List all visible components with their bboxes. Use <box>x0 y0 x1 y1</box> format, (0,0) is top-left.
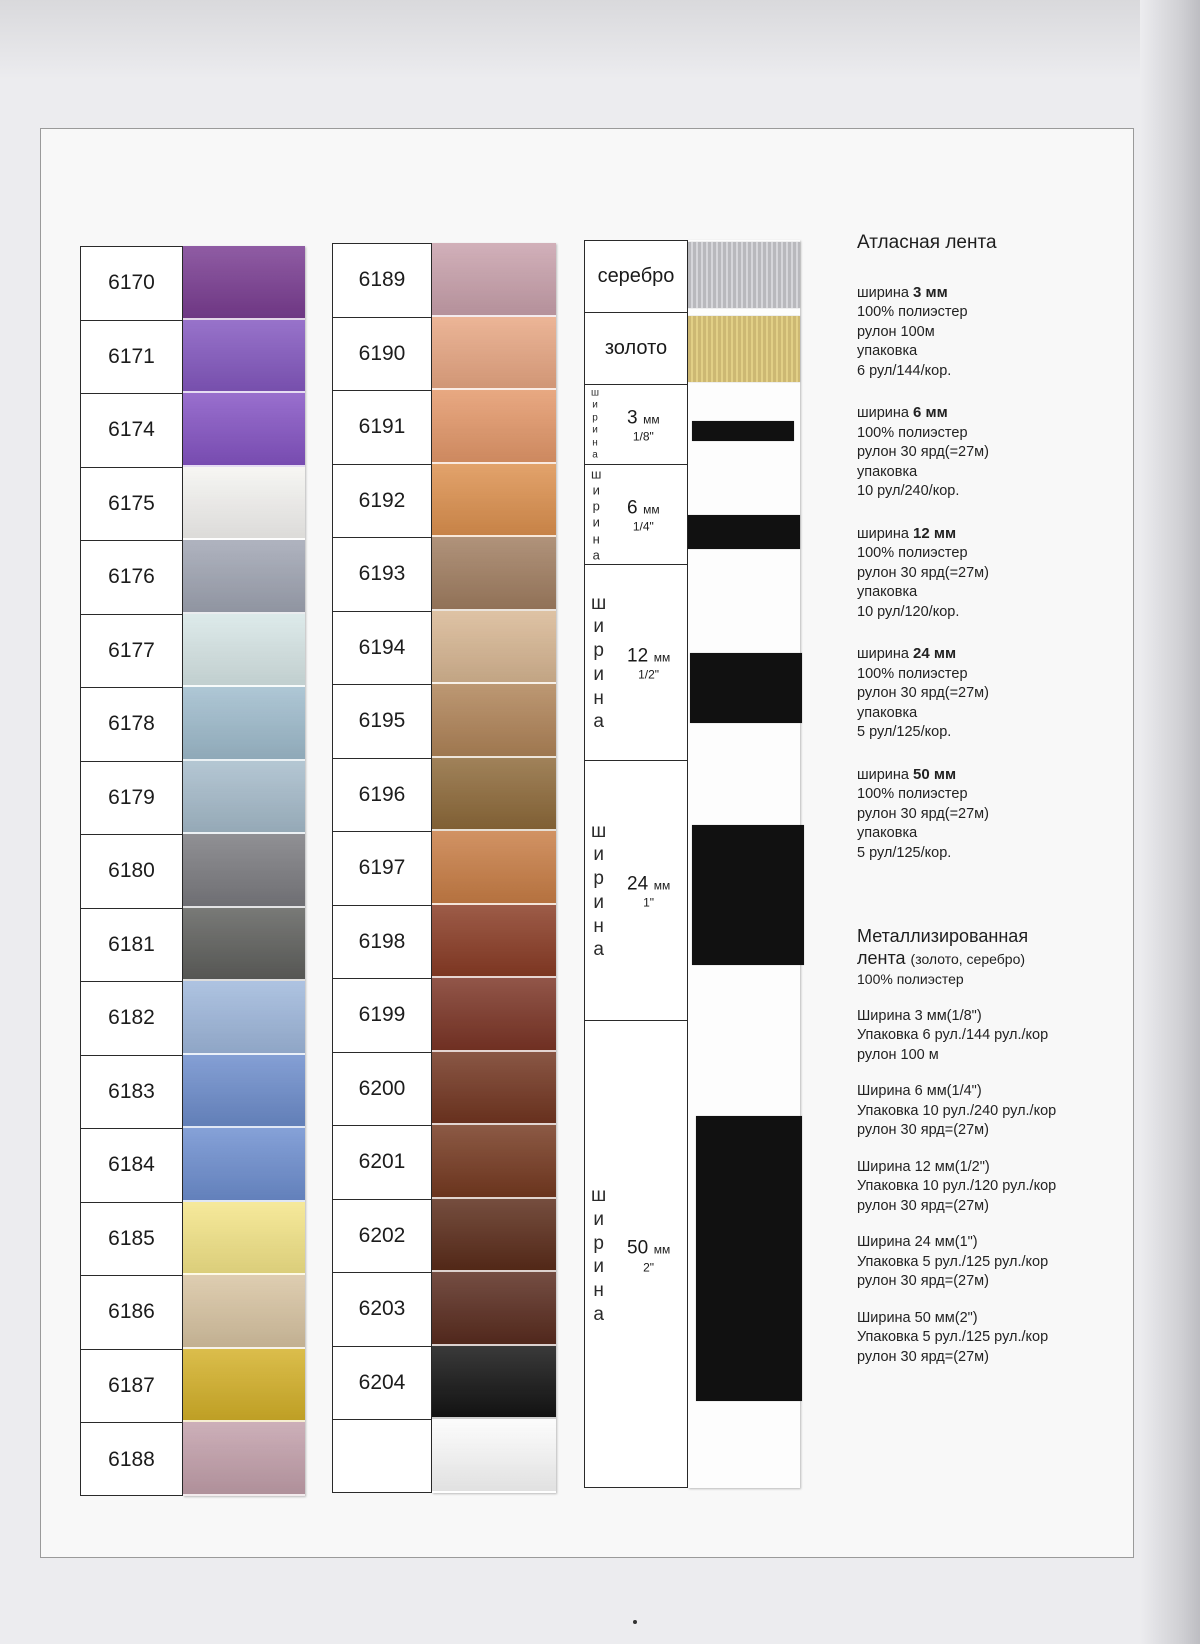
gold-ribbon <box>688 316 800 382</box>
color-swatch <box>183 1422 305 1496</box>
color-swatch <box>183 834 305 908</box>
ribbon-50mm <box>696 1116 802 1401</box>
gold-label <box>585 313 687 385</box>
color-swatch <box>432 905 556 979</box>
color-swatch <box>183 1055 305 1129</box>
color-swatch <box>432 1419 556 1493</box>
color-swatch <box>432 390 556 464</box>
color-code-label: 6203 <box>333 1273 431 1347</box>
color-swatch <box>432 1052 556 1126</box>
color-code-label: 6194 <box>333 612 431 686</box>
scan-dot <box>633 1620 637 1624</box>
color-swatch <box>432 758 556 832</box>
color-code-label: 6182 <box>81 982 182 1056</box>
color-code-label: 6170 <box>81 247 182 321</box>
color-swatch <box>183 687 305 761</box>
color-code-label: 6183 <box>81 1056 182 1130</box>
width-row-3mm <box>585 385 687 465</box>
metal-spec: Ширина 12 мм(1/2") Упаковка 10 рул./120 рул./кор рулон 30 ярд=(27м) <box>857 1158 1057 1214</box>
color-swatch <box>432 537 556 611</box>
metal-subtitle: лента (золото, серебро) <box>857 948 1026 968</box>
color-swatch <box>183 1202 305 1276</box>
info-panel <box>857 233 1157 1367</box>
satin-spec: ширина 12 мм 100% полиэстер рулон 30 ярд(=27м) упаковка 10 рул/120/кор. <box>857 524 989 620</box>
color-swatch <box>432 831 556 905</box>
color-swatch <box>432 611 556 685</box>
color-swatch <box>183 614 305 688</box>
color-swatch <box>432 1346 556 1420</box>
silver-text: серебро <box>597 265 675 287</box>
metal-spec: Ширина 6 мм(1/4") Упаковка 10 рул./240 рул./кор рулон 30 ярд=(27м) <box>857 1083 1057 1138</box>
width-row-12mm <box>585 565 687 761</box>
color-code-label: 6199 <box>333 979 431 1053</box>
color-code-label: 6192 <box>333 465 431 539</box>
color-code-label: 6191 <box>333 391 431 465</box>
satin-specs <box>857 283 1157 864</box>
width-word-vertical: ш и р и н а <box>591 1184 607 1325</box>
color-swatch <box>183 1275 305 1349</box>
satin-spec: ширина 24 мм 100% полиэстер рулон 30 ярд(=27м) упаковка 5 рул/125/кор. <box>857 645 989 740</box>
color-swatch <box>432 1272 556 1346</box>
color-swatch <box>183 393 305 467</box>
color-swatch <box>183 908 305 982</box>
color-code-label <box>333 1420 431 1494</box>
width-size: 6 мм 1/4" <box>627 496 660 534</box>
color-code-label: 6180 <box>81 835 182 909</box>
color-swatch <box>183 540 305 614</box>
metal-note: (золото, серебро) <box>910 951 1026 967</box>
color-code-label: 6202 <box>333 1200 431 1274</box>
width-row-6mm <box>585 465 687 565</box>
ribbon-24mm <box>692 825 804 965</box>
width-word-vertical: ш и р и н а <box>591 387 600 461</box>
color-code-label: 6171 <box>81 321 182 395</box>
ribbon-strip <box>432 243 556 1493</box>
color-code-label: 6176 <box>81 541 182 615</box>
color-swatch <box>432 1199 556 1273</box>
color-swatch <box>183 246 305 320</box>
color-code-label: 6177 <box>81 615 182 689</box>
color-swatch <box>183 467 305 541</box>
color-swatch <box>183 761 305 835</box>
width-size: 3 мм 1/8" <box>627 406 660 444</box>
color-swatch <box>183 1349 305 1423</box>
code-labels <box>80 246 183 1496</box>
metal-spec: Ширина 50 мм(2") Упаковка 5 рул./125 рул./кор рулон 30 ярд=(27м) <box>857 1309 1049 1365</box>
width-word-vertical: ш и р и н а <box>591 820 607 960</box>
color-code-label: 6174 <box>81 394 182 468</box>
color-code-label: 6193 <box>333 538 431 612</box>
metal-specs <box>857 1007 1157 1368</box>
color-code-label: 6184 <box>81 1129 182 1203</box>
color-column-2 <box>332 243 562 1493</box>
width-size: 50 мм 2" <box>627 1237 671 1275</box>
color-code-label: 6188 <box>108 1448 155 1471</box>
color-swatch <box>183 981 305 1055</box>
width-word-vertical: ш и р и н а <box>591 592 607 732</box>
ribbon-strip <box>183 246 305 1496</box>
color-swatch <box>432 978 556 1052</box>
scan-edge-top <box>0 0 1200 80</box>
metal-title: Металлизированная <box>857 926 1029 946</box>
width-word-vertical: ш и р и н а <box>591 465 602 562</box>
width-labels <box>584 240 688 1488</box>
ribbon-6mm <box>688 515 800 549</box>
color-column-1 <box>80 246 310 1496</box>
color-code-label: 6195 <box>333 685 431 759</box>
color-code-label: 6190 <box>333 318 431 392</box>
width-row-50mm <box>585 1021 687 1489</box>
ribbon-strip-widths <box>688 240 800 1488</box>
code-labels <box>332 243 432 1493</box>
color-code-label: 6189 <box>333 244 431 318</box>
color-swatch <box>432 1125 556 1199</box>
color-code-label: 6187 <box>81 1350 182 1424</box>
color-swatch <box>432 317 556 391</box>
satin-spec: ширина 3 мм 100% полиэстер рулон 100м упаковка 6 рул/144/кор. <box>857 283 968 379</box>
width-column <box>584 240 804 1488</box>
metal-spec: Ширина 24 мм(1") Упаковка 5 рул./125 рул./кор рулон 30 ярд=(27м) <box>857 1234 1049 1289</box>
color-code-label: 6204 <box>333 1347 431 1421</box>
color-swatch <box>432 243 556 317</box>
color-swatch <box>183 320 305 394</box>
color-code-label: 6185 <box>81 1203 182 1277</box>
color-code-label: 6201 <box>333 1126 431 1200</box>
color-code-label: 6181 <box>81 909 182 983</box>
satin-spec: ширина 6 мм 100% полиэстер рулон 30 ярд(=27м) упаковка 10 рул/240/кор. <box>857 404 989 499</box>
color-swatch <box>183 1128 305 1202</box>
satin-spec: ширина 50 мм 100% полиэстер рулон 30 ярд(=27м) упаковка 5 рул/125/кор. <box>857 765 989 861</box>
color-code-label: 6178 <box>81 688 182 762</box>
color-code-label: 6179 <box>81 762 182 836</box>
metal-spec: Ширина 3 мм(1/8") Упаковка 6 рул./144 рул./кор рулон 100 м <box>857 1007 1049 1063</box>
color-code-label: 6186 <box>81 1276 182 1350</box>
gold-text: золото <box>604 337 668 359</box>
color-code-label: 6175 <box>81 468 182 542</box>
metal-material: 100% полиэстер <box>857 971 964 987</box>
color-code-label: 6197 <box>333 832 431 906</box>
satin-title: Атласная лента <box>857 232 997 253</box>
ribbon-12mm <box>690 653 802 723</box>
color-swatch <box>432 464 556 538</box>
width-size: 24 мм 1" <box>627 872 671 910</box>
color-code-label: 6196 <box>333 759 431 833</box>
silver-label <box>585 241 687 313</box>
color-code-label: 6200 <box>333 1053 431 1127</box>
width-size: 12 мм 1/2" <box>627 644 671 682</box>
color-code-label: 6198 <box>333 906 431 980</box>
silver-ribbon <box>688 242 800 308</box>
ribbon-3mm <box>692 421 794 441</box>
width-row-24mm <box>585 761 687 1021</box>
color-swatch <box>432 684 556 758</box>
